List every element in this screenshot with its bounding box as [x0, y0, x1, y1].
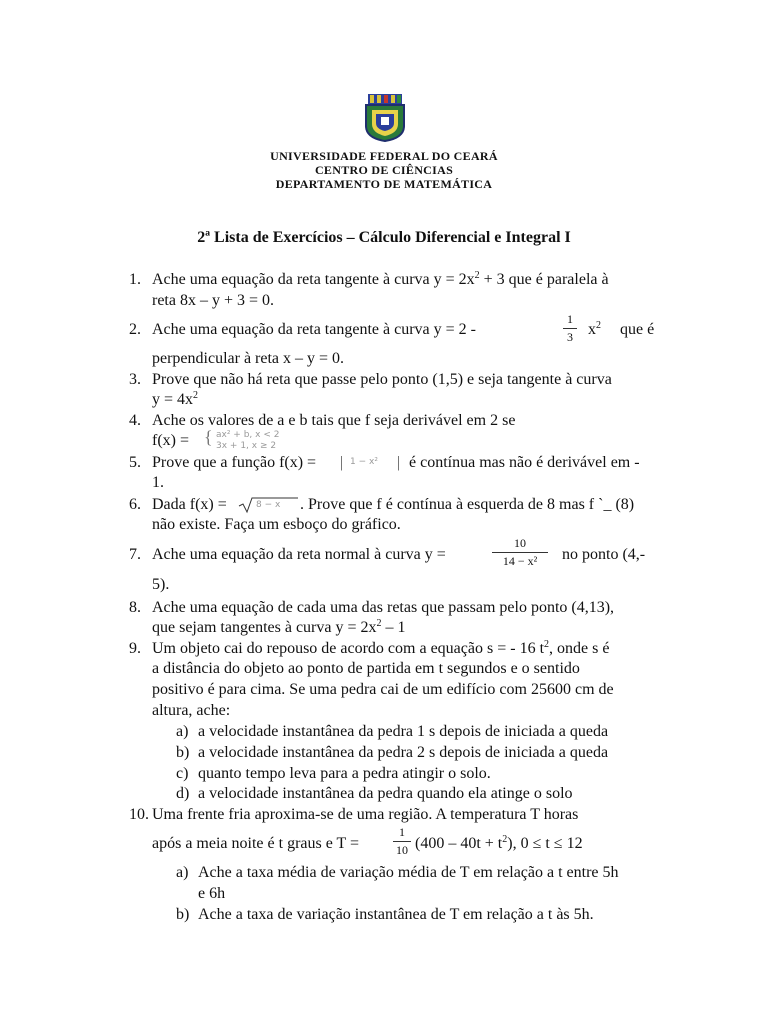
q7-line2: 5).	[152, 576, 170, 593]
university-crest-logo	[362, 92, 408, 142]
abs-bar-left: |	[340, 454, 344, 471]
q2-fraction: 1 3	[563, 312, 577, 345]
q7-line1b: no ponto (4,-	[562, 546, 646, 563]
q10-line2b: $(400 - 40t + t^2)$, 0 ≤ t ≤ 12	[415, 834, 583, 852]
q10-sub-b-mark: b)	[176, 906, 190, 923]
q9-sub-c-text: quanto tempo leva para a pedra atingir o solo.	[198, 765, 491, 782]
q9-sub-b-mark: b)	[176, 744, 190, 761]
q10-fraction: 1 10	[393, 825, 411, 858]
q3-line2: $y = 4x^2$	[152, 390, 199, 408]
q9-sub-a-mark: a)	[176, 723, 189, 740]
q7-fraction: 10 14 − x²	[492, 536, 548, 569]
piecewise-case1: ax² + b, x < 2	[216, 430, 280, 440]
item-number: 8.	[129, 599, 141, 616]
piecewise-brace-icon: {	[204, 427, 213, 447]
q1-line1: Ache uma equação da reta tangente à curva $y = 2x^2 + 3$ que é paralela à	[152, 270, 609, 288]
item-number: 10.	[129, 806, 149, 823]
q6-line2: não existe. Faça um esboço do gráfico.	[152, 516, 401, 533]
q8-line1: Ache uma equação de cada uma das retas que passam pelo ponto (4,13),	[152, 599, 615, 616]
piecewise-case2: 3x + 1, x ≥ 2	[216, 441, 277, 451]
q2-line2: perpendicular à reta x – y = 0.	[152, 350, 345, 367]
q10-line2a: após a meia noite é t graus e T =	[152, 835, 360, 852]
q9-sub-c-mark: c)	[176, 765, 189, 782]
document-title: 2ª Lista de Exercícios – Cálculo Diferencial e Integral I	[197, 229, 571, 246]
q9-sub-b-text: a velocidade instantânea da pedra 2 s depois de iniciada a queda	[198, 744, 609, 761]
q4-line1: Ache os valores de a e b tais que f seja derivável em 2 se	[152, 412, 516, 429]
q4-line2: f(x) =	[152, 432, 190, 449]
item-number: 3.	[129, 371, 141, 388]
q2-x-squared: $x^2$	[588, 320, 601, 338]
q2-line1-end: que é	[620, 321, 655, 338]
center-name: CENTRO DE CIÊNCIAS	[314, 163, 454, 177]
q9-sub-d-mark: d)	[176, 785, 190, 802]
q10-sub-a-text2: e 6h	[198, 885, 226, 902]
item-number: 1.	[129, 271, 141, 288]
abs-bar-right: |	[397, 454, 401, 471]
item-number: 6.	[129, 496, 141, 513]
q6-line1a: Dada f(x) =	[152, 496, 227, 513]
q10-sub-a-mark: a)	[176, 864, 189, 881]
item-number: 2.	[129, 321, 141, 338]
q7-line1a: Ache uma equação da reta normal à curva y =	[152, 546, 446, 563]
q8-line2: que sejam tangentes à curva $y = 2x^2 - 1$	[152, 618, 406, 636]
q5-line1a: Prove que a função f(x) =	[152, 454, 317, 471]
q5-abs-expression: 1 − x²	[350, 457, 378, 467]
q10-sub-a-text1: Ache a taxa média de variação média de T em relação a t entre 5h	[198, 864, 619, 881]
university-name: UNIVERSIDADE FEDERAL DO CEARÁ	[270, 149, 498, 163]
item-number: 5.	[129, 454, 141, 471]
q1-line2: reta 8x – y + 3 = 0.	[152, 292, 275, 309]
q9-sub-d-text: a velocidade instantânea da pedra quando ela atinge o solo	[198, 785, 573, 802]
q5-line2: 1.	[152, 474, 164, 491]
q5-line1b: é contínua mas não é derivável em -	[409, 454, 640, 471]
q6-line1b: . Prove que f é contínua à esquerda de 8 mas f `_ (8)	[300, 496, 635, 513]
q9-line2: a distância do objeto ao ponto de partida em t segundos e o sentido	[152, 660, 580, 677]
department-name: DEPARTAMENTO DE MATEMÁTICA	[275, 177, 493, 191]
q3-line1: Prove que não há reta que passe pelo ponto (1,5) e seja tangente à curva	[152, 371, 612, 388]
q9-line1: Um objeto cai do repouso de acordo com a equação s = - 16 $t^2$, onde s é	[152, 639, 610, 657]
item-number: 4.	[129, 412, 141, 429]
q9-line4: altura, ache:	[152, 702, 231, 719]
q9-sub-a-text: a velocidade instantânea da pedra 1 s depois de iniciada a queda	[198, 723, 609, 740]
item-number: 9.	[129, 640, 141, 657]
q9-line3: positivo é para cima. Se uma pedra cai de um edifício com 25600 cm de	[152, 681, 614, 698]
q6-sqrt-expression: 8 − x	[256, 500, 281, 510]
q10-line1: Uma frente fria aproxima-se de uma região. A temperatura T horas	[152, 806, 579, 823]
q10-sub-b-text: Ache a taxa de variação instantânea de T em relação a t às 5h.	[198, 906, 594, 923]
item-number: 7.	[129, 546, 141, 563]
q2-line1: Ache uma equação da reta tangente à curva y = 2 -	[152, 321, 476, 338]
